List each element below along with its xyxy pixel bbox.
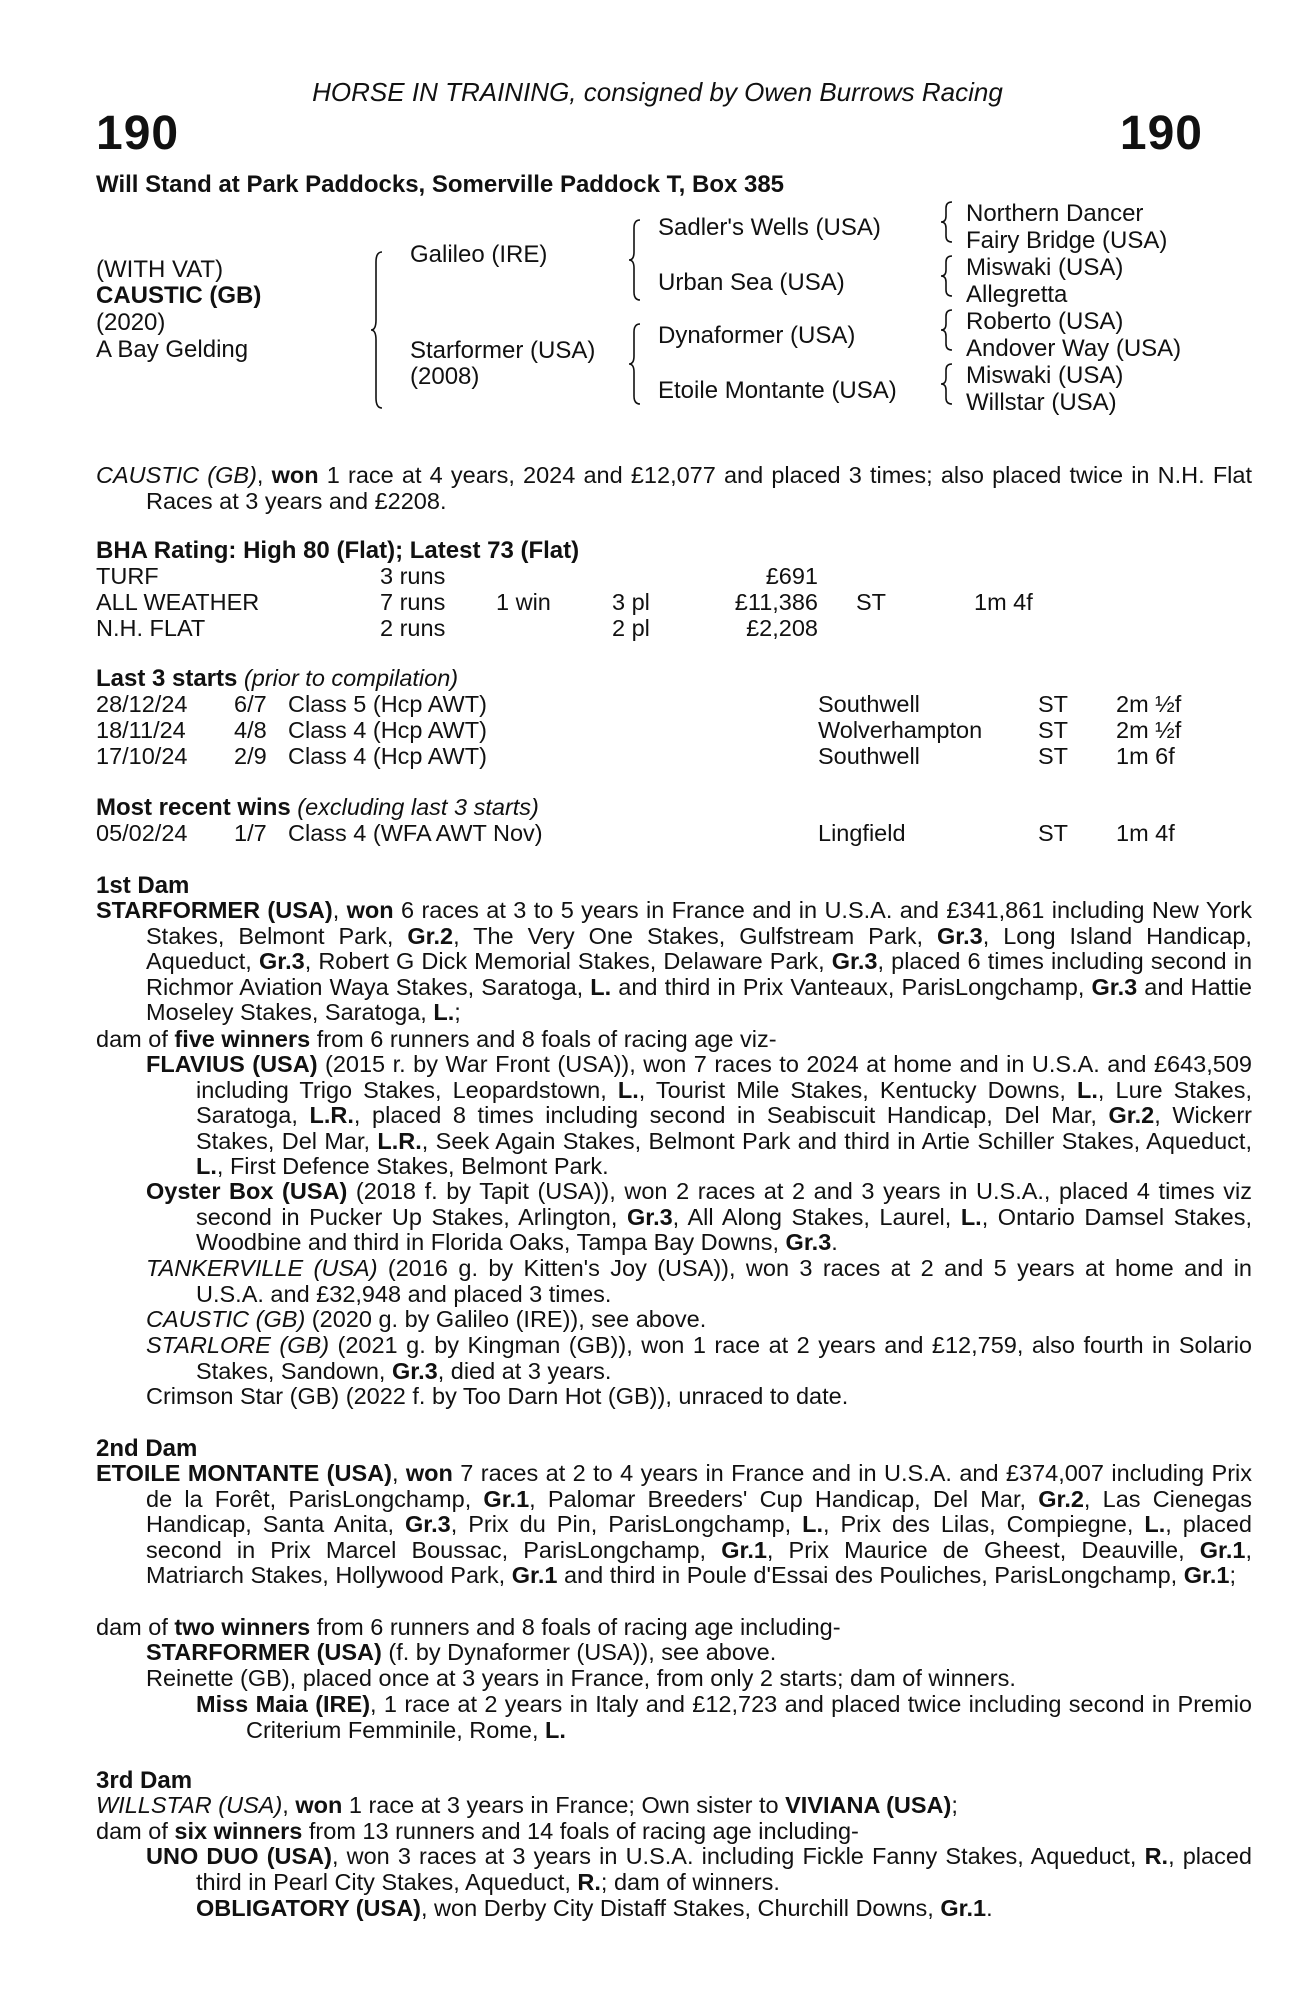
recent-wins-heading (96, 795, 539, 821)
text: , Palomar Breeders' Cup Handicap, Del Mar, (529, 1485, 1039, 1512)
offspring-name: TANKERVILLE (USA) (146, 1255, 378, 1281)
text: , Prix des Lilas, Compiegne, (823, 1511, 1145, 1538)
second-dam-record: ETOILE MONTANTE (USA), won 7 races at 2 to 4 years in France and in U.S.A. and £374,007 including Prix de la Forêt, ParisLongchamp, Gr.1, Palomar Breeders' Cup Handicap, Del Mar, Gr.2, Las Cienegas Handicap, Santa Anita, Gr.3, Prix du Pin, ParisLongchamp, L., Prix des Lilas, Compiegne, L., placed second in Prix Marcel Boussac, ParisLongchamp, Gr.1, Prix Maurice de Gheest, Deauville, Gr.1, Matriarch Stakes, Hollywood Park, Gr.1 and third in Poule d'Essai des Pouliches, ParisLongchamp, Gr.1; (96, 1460, 1253, 1589)
rating-surface: N.H. FLAT (96, 615, 206, 641)
offspring-name: UNO DUO (USA) (146, 1843, 332, 1869)
dam-dam: Etoile Montante (USA) (658, 377, 897, 404)
text: (2018 f. by Tapit (USA)), won 2 races at 2 and 3 years in U.S.A., placed 4 times viz second in Pucker Up Stakes, Arlington, (196, 1178, 1252, 1230)
horse-description: A Bay Gelding (96, 336, 249, 363)
ggp-1: Northern Dancer (966, 200, 1144, 227)
start-course: Southwell (818, 743, 920, 769)
rating-surface: ALL WEATHER (96, 589, 260, 615)
offspring-flavius (146, 1052, 1252, 1180)
ggp-8: Willstar (USA) (966, 389, 1117, 416)
offspring-starlore (146, 1333, 1252, 1384)
offspring-caustic (146, 1307, 1252, 1333)
first-dam-name: STARFORMER (USA) (96, 897, 333, 923)
text: , All Along Stakes, Laurel, (672, 1203, 961, 1230)
summary-horse-name: CAUSTIC (GB) (96, 462, 257, 488)
first-dam-record: STARFORMER (USA), won 6 races at 3 to 5 years in France and in U.S.A. and £341,861 including New York Stakes, Belmont Park, Gr.2, The Very One Stakes, Gulfstream Park, Gr.3, Long Island Handicap, Aqueduct, Gr.3, Robert G Dick Memorial Stakes, Delaware Park, Gr.3, placed 6 times including second in Richmor Aviation Waya Stakes, Saratoga, L. and third in Prix Vanteaux, ParisLongchamp, Gr.3 and Hattie Moseley Stakes, Saratoga, L.; (96, 897, 1253, 1026)
rating-surface: TURF (96, 563, 159, 589)
third-dam-heading: 3rd Dam (96, 1767, 193, 1794)
text: (f. by Dynaformer (USA)), see above. (381, 1639, 777, 1665)
text: ; dam of winners. (600, 1868, 780, 1895)
text: , Lure Stakes, Saratoga, (196, 1076, 1252, 1129)
text: (2020 g. by Galileo (IRE)), see above. (305, 1306, 707, 1332)
offspring-name: FLAVIUS (USA) (146, 1051, 318, 1077)
start-position: 4/8 (234, 717, 267, 743)
ggp-4: Allegretta (966, 281, 1068, 308)
text: , 1 race at 2 years in Italy and £12,723 and placed twice including second in Premio Criterium Femminile, Rome, (246, 1691, 1252, 1743)
rating-going: ST (856, 589, 887, 615)
text: . (986, 1895, 993, 1921)
start-going: ST (1038, 691, 1069, 717)
grade: L. (433, 999, 455, 1026)
text: and third in Prix Vanteaux, ParisLongchamp, (611, 973, 1092, 1000)
winners-count: two winners (174, 1614, 311, 1640)
third-dam-produce-summary (96, 1819, 1202, 1845)
sister-name: VIVIANA (USA) (785, 1792, 952, 1818)
text: , placed 8 times including second in Seabiscuit Handicap, Del Mar, (353, 1102, 1109, 1129)
granddaughter-obligatory (196, 1896, 1202, 1922)
offspring-oyster-box (146, 1179, 1252, 1256)
last-starts-title: Last 3 starts (96, 665, 238, 692)
grade: Gr.1 (1183, 1562, 1230, 1589)
grade: Gr.1 (511, 1562, 558, 1589)
start-going: ST (1038, 717, 1069, 743)
grade: L. (960, 1203, 982, 1230)
summary-won: won (271, 462, 319, 488)
brace-ggp-4 (940, 362, 960, 408)
start-date: 17/10/24 (96, 743, 188, 769)
grade: L. (1077, 1076, 1098, 1103)
dam-sire: Dynaformer (USA) (658, 322, 856, 349)
summary-text: 1 race at 4 years, 2024 and £12,077 and placed 3 times; also placed twice in N.H. Flat Races at 3 years and £2208. (146, 462, 1252, 514)
start-distance: 2m ½f (1116, 691, 1182, 717)
grade: Gr.1 (483, 1485, 530, 1512)
offspring-name: STARFORMER (USA) (146, 1639, 382, 1665)
ggp-3: Miswaki (USA) (966, 254, 1124, 281)
pedigree-brace-dam (628, 322, 648, 406)
start-position: 6/7 (234, 691, 267, 717)
grade: Gr.3 (391, 1357, 438, 1384)
won-label: won (346, 897, 394, 923)
text: 6 races at 3 to 5 years in France and in U.S.A. and £341,861 including New York Stakes, Belmont Park, (146, 897, 1252, 949)
text: , won Derby City Distaff Stakes, Churchill Downs, (421, 1895, 941, 1921)
text: (2015 r. by War Front (USA)), won 7 races to 2024 at home and in U.S.A. and £643,509 including Trigo Stakes, Leopardstown, (196, 1051, 1252, 1103)
text: 7 races at 2 to 4 years in France and in U.S.A. and £374,007 including Prix de la Forêt, ParisLongchamp, (146, 1460, 1252, 1512)
second-dam-heading: 2nd Dam (96, 1435, 198, 1462)
text: , Long Island Handicap, Aqueduct, (146, 922, 1252, 975)
text: dam of (96, 1026, 175, 1052)
first-dam-produce-summary (96, 1027, 1202, 1053)
text: 1 race at 3 years in France; Own sister to (342, 1792, 786, 1818)
start-race: Class 4 (Hcp AWT) (288, 743, 487, 769)
sire-name: Galileo (IRE) (410, 241, 548, 268)
text: ; (454, 999, 461, 1026)
won-label: won (405, 1460, 453, 1486)
text: (2016 g. by Kitten's Joy (USA)), won 3 races at 2 and 5 years at home and in U.S.A. and £32,948 and placed 3 times. (196, 1255, 1252, 1307)
dam-year: (2008) (410, 363, 480, 390)
text: from 6 runners and 8 foals of racing age viz- (310, 1026, 777, 1052)
lot-number-left: 190 (96, 107, 180, 160)
offspring-tankerville (146, 1256, 1252, 1307)
text: , Prix Maurice de Gheest, Deauville, (766, 1536, 1200, 1563)
win-going: ST (1038, 820, 1069, 846)
grade: L. (802, 1511, 823, 1538)
grade: Gr.2 (1108, 1102, 1155, 1129)
rating-wins: 1 win (496, 589, 551, 615)
grade: R. (577, 1868, 601, 1895)
text: , Robert G Dick Memorial Stakes, Delaware Park, (304, 948, 832, 975)
grade: Gr.1 (940, 1895, 987, 1921)
text: and Hattie Moseley Stakes, Saratoga, (146, 973, 1252, 1026)
text: , First Defence Stakes, Belmont Park. (216, 1153, 609, 1180)
text: dam of (96, 1818, 175, 1844)
start-date: 28/12/24 (96, 691, 188, 717)
offspring-starformer (146, 1640, 1202, 1666)
text: ; (1229, 1562, 1236, 1589)
grade: Gr.1 (721, 1536, 767, 1563)
text: , placed second in Prix Marcel Boussac, ParisLongchamp, (146, 1511, 1253, 1563)
sire-dam: Urban Sea (USA) (658, 269, 845, 296)
text: ; (951, 1792, 958, 1818)
rating-placed: 3 pl (612, 589, 650, 615)
start-race: Class 5 (Hcp AWT) (288, 691, 487, 717)
grade: Gr.1 (1199, 1536, 1246, 1563)
last-starts-note: (prior to compilation) (237, 665, 459, 691)
stand-location: Will Stand at Park Paddocks, Somerville Paddock T, Box 385 (96, 171, 785, 198)
grade: Gr.3 (626, 1203, 673, 1230)
winners-count: five winners (174, 1026, 311, 1052)
grade: R. (1144, 1843, 1169, 1869)
grade: Gr.3 (1091, 973, 1138, 1000)
text: , won 3 races at 3 years in U.S.A. including Fickle Fanny Stakes, Aqueduct, (331, 1843, 1145, 1869)
text: dam of (96, 1614, 175, 1640)
rating-earnings: £691 (765, 563, 818, 589)
grade: Gr.3 (258, 948, 305, 975)
text: , placed third in Pearl City Stakes, Aqueduct, (196, 1843, 1252, 1895)
text: from 6 runners and 8 foals of racing age including- (310, 1614, 841, 1640)
grade: L. (1144, 1511, 1166, 1538)
start-distance: 1m 6f (1116, 743, 1175, 769)
start-course: Southwell (818, 691, 920, 717)
pedigree-brace-main (370, 250, 390, 410)
second-dam-produce-summary (96, 1615, 1202, 1641)
bha-rating: BHA Rating: High 80 (Flat); Latest 73 (Flat) (96, 537, 580, 564)
offspring-name: STARLORE (GB) (146, 1332, 330, 1358)
ggp-5: Roberto (USA) (966, 308, 1124, 335)
offspring-name: CAUSTIC (GB) (146, 1306, 306, 1332)
text: , Matriarch Stakes, Hollywood Park, (146, 1536, 1252, 1589)
won-label: won (295, 1792, 343, 1818)
rating-placed: 2 pl (612, 615, 650, 641)
offspring-uno-duo (146, 1844, 1252, 1895)
dam-name: Starformer (USA) (410, 337, 596, 364)
rating-distance: 1m 4f (974, 589, 1033, 615)
ggp-2: Fairy Bridge (USA) (966, 227, 1168, 254)
granddaughter-miss-maia (196, 1692, 1252, 1743)
text: , Tourist Mile Stakes, Kentucky Downs, (638, 1076, 1078, 1103)
start-distance: 2m ½f (1116, 717, 1182, 743)
text: , The Very One Stakes, Gulfstream Park, (453, 922, 937, 949)
rating-earnings: £11,386 (734, 589, 818, 615)
sire-sire: Sadler's Wells (USA) (658, 214, 881, 241)
rating-runs: 7 runs (380, 589, 446, 615)
grade: L.R. (309, 1102, 354, 1129)
brace-ggp-1 (940, 200, 960, 246)
grade: Gr.2 (407, 922, 454, 949)
grade: L. (590, 973, 612, 1000)
text: , Seek Again Stakes, Belmont Park and third in Artie Schiller Stakes, Aqueduct, (421, 1127, 1252, 1154)
last-starts-heading (96, 666, 458, 692)
vat-note: (WITH VAT) (96, 256, 224, 283)
offspring-name: OBLIGATORY (USA) (196, 1895, 421, 1921)
grade: L. (545, 1716, 566, 1743)
offspring-crimson-star: Crimson Star (GB) (2022 f. by Too Darn Hot (GB)), unraced to date. (146, 1383, 849, 1409)
offspring-name: Miss Maia (IRE) (196, 1691, 371, 1717)
ggp-6: Andover Way (USA) (966, 335, 1182, 362)
text: , died at 3 years. (437, 1357, 612, 1384)
start-position: 2/9 (234, 743, 267, 769)
start-race: Class 4 (Hcp AWT) (288, 717, 487, 743)
brace-ggp-3 (940, 308, 960, 354)
brace-ggp-2 (940, 254, 960, 300)
third-dam-record: WILLSTAR (USA), won 1 race at 3 years in France; Own sister to VIVIANA (USA); (96, 1792, 958, 1818)
grade: Gr.3 (937, 922, 983, 949)
text: . (831, 1229, 838, 1256)
text: and third in Poule d'Essai des Pouliches, ParisLongchamp, (557, 1562, 1184, 1589)
start-date: 18/11/24 (96, 717, 186, 743)
start-going: ST (1038, 743, 1069, 769)
grade: Gr.3 (785, 1229, 832, 1256)
horse-name: CAUSTIC (GB) (96, 282, 262, 309)
second-dam-name: ETOILE MONTANTE (USA) (96, 1460, 392, 1486)
winners-count: six winners (174, 1818, 303, 1844)
rating-earnings: £2,208 (746, 615, 818, 641)
win-race: Class 4 (WFA AWT Nov) (288, 820, 543, 846)
text: , placed 6 times including second in Richmor Aviation Waya Stakes, Saratoga, (146, 948, 1253, 1000)
grade: L.R. (377, 1127, 422, 1154)
rating-runs: 3 runs (380, 563, 446, 589)
recent-wins-title: Most recent wins (96, 794, 291, 821)
ggp-7: Miswaki (USA) (966, 362, 1124, 389)
recent-wins-note: (excluding last 3 starts) (290, 794, 539, 820)
grade: L. (196, 1153, 217, 1180)
race-summary: CAUSTIC (GB), won 1 race at 4 years, 2024 and £12,077 and placed 3 times; also placed twice in N.H. Flat Races at 3 years and £2208. (96, 462, 1252, 514)
offspring-name: Oyster Box (USA) (146, 1178, 348, 1204)
text: , Ontario Damsel Stakes, Woodbine and third in Florida Oaks, Tampa Bay Downs, (196, 1203, 1253, 1256)
text: , Wickerr Stakes, Del Mar, (196, 1102, 1252, 1154)
text: , Las Cienegas Handicap, Santa Anita, (146, 1485, 1252, 1538)
grade: Gr.2 (1038, 1485, 1084, 1512)
pedigree-brace-sire (628, 218, 648, 302)
horse-year: (2020) (96, 309, 166, 336)
start-course: Wolverhampton (818, 717, 983, 743)
grade: Gr.3 (404, 1511, 451, 1538)
first-dam-heading: 1st Dam (96, 872, 190, 899)
win-distance: 1m 4f (1116, 820, 1175, 846)
consignment-line: HORSE IN TRAINING, consigned by Owen Burrows Racing (312, 77, 1003, 107)
offspring-reinette: Reinette (GB), placed once at 3 years in France, from only 2 starts; dam of winners. (146, 1665, 1016, 1691)
third-dam-name: WILLSTAR (USA) (96, 1792, 283, 1818)
win-course: Lingfield (818, 820, 906, 846)
lot-number-right: 190 (1119, 107, 1203, 160)
text: (2021 g. by Kingman (GB)), won 1 race at 2 years and £12,759, also fourth in Solario Stakes, Sandown, (196, 1332, 1252, 1384)
grade: Gr.3 (831, 948, 878, 975)
text: from 13 runners and 14 foals of racing age including- (302, 1818, 859, 1844)
win-position: 1/7 (234, 820, 267, 846)
grade: L. (617, 1076, 639, 1103)
text: , Prix du Pin, ParisLongchamp, (450, 1511, 803, 1538)
rating-runs: 2 runs (380, 615, 446, 641)
win-date: 05/02/24 (96, 820, 188, 846)
